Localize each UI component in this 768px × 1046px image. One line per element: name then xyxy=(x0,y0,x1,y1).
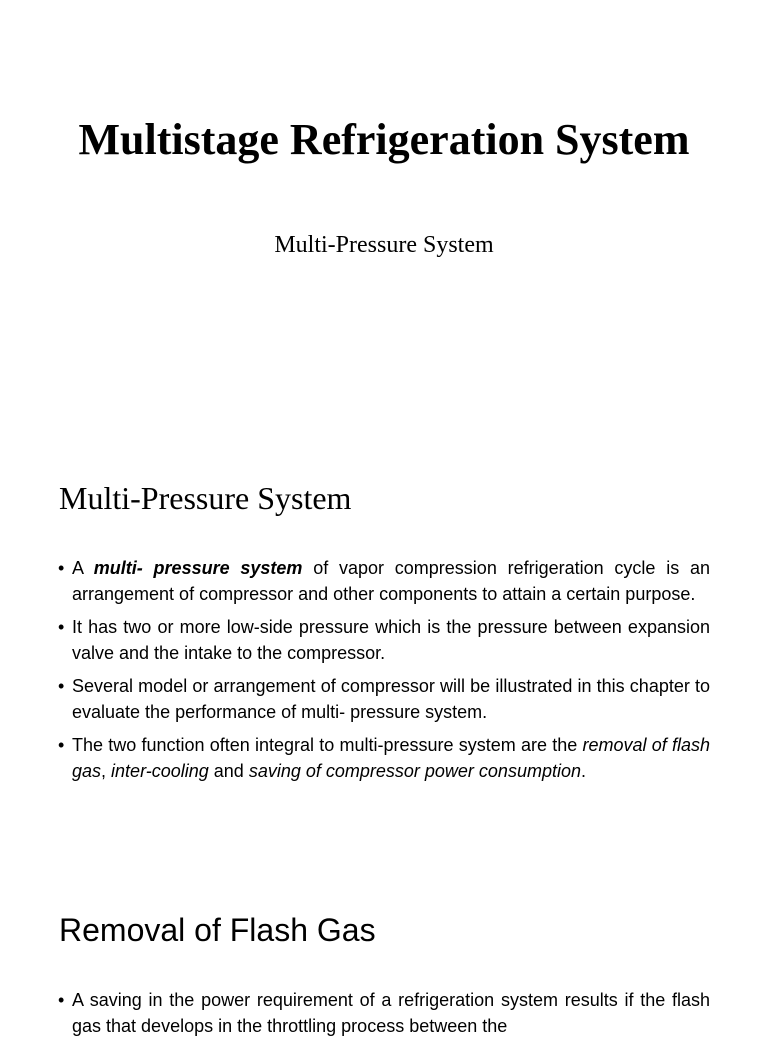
bullet-emphasis: multi- pressure system xyxy=(93,558,303,578)
bullet-icon: • xyxy=(58,676,65,696)
bullet-item xyxy=(58,673,710,725)
bullet-item xyxy=(58,555,710,607)
slide-multi-pressure-system xyxy=(0,432,768,864)
bullet-list xyxy=(58,987,710,1046)
bullet-icon: • xyxy=(58,558,65,578)
bullet-emphasis-power-saving: saving of compressor power consumption xyxy=(248,761,581,781)
bullet-separator: and xyxy=(208,761,249,781)
slide-heading: Multi-Pressure System xyxy=(59,480,352,516)
bullet-item xyxy=(58,614,710,666)
bullet-text: Several model or arrangement of compressor will be illustrated in this chapter to evaluate the performance of multi- pressure system. xyxy=(72,676,710,722)
bullet-emphasis-flash-gas: removal of flash gas xyxy=(72,735,710,781)
bullet-emphasis-inter-cooling: inter-cooling xyxy=(111,761,209,781)
bullet-separator: , xyxy=(101,761,112,781)
bullet-icon: • xyxy=(58,735,65,755)
bullet-text-pre: A xyxy=(72,558,94,578)
slide-heading: Removal of Flash Gas xyxy=(59,912,376,948)
bullet-icon: • xyxy=(58,990,65,1010)
bullet-text-pre: The two function often integral to multi-pressure system are the xyxy=(72,735,583,755)
title-slide xyxy=(0,0,768,432)
bullet-text-post: of vapor compression refrigeration cycle is an arrangement of compressor and other components to attain a certain purpose. xyxy=(72,558,710,604)
page-subtitle: Multi-Pressure System xyxy=(274,232,494,258)
page-title: Multistage Refrigeration System xyxy=(78,115,690,164)
bullet-item xyxy=(58,987,710,1039)
bullet-text: It has two or more low-side pressure which is the pressure between expansion valve and the intake to the compressor. xyxy=(72,617,710,663)
bullet-text: A saving in the power requirement of a refrigeration system results if the flash gas that develops in the throttling process between the xyxy=(72,990,710,1036)
slide-removal-of-flash-gas xyxy=(0,864,768,1036)
bullet-icon: • xyxy=(58,617,65,637)
bullet-list xyxy=(58,555,710,791)
bullet-text-post: . xyxy=(580,761,586,781)
bullet-item xyxy=(58,732,710,784)
